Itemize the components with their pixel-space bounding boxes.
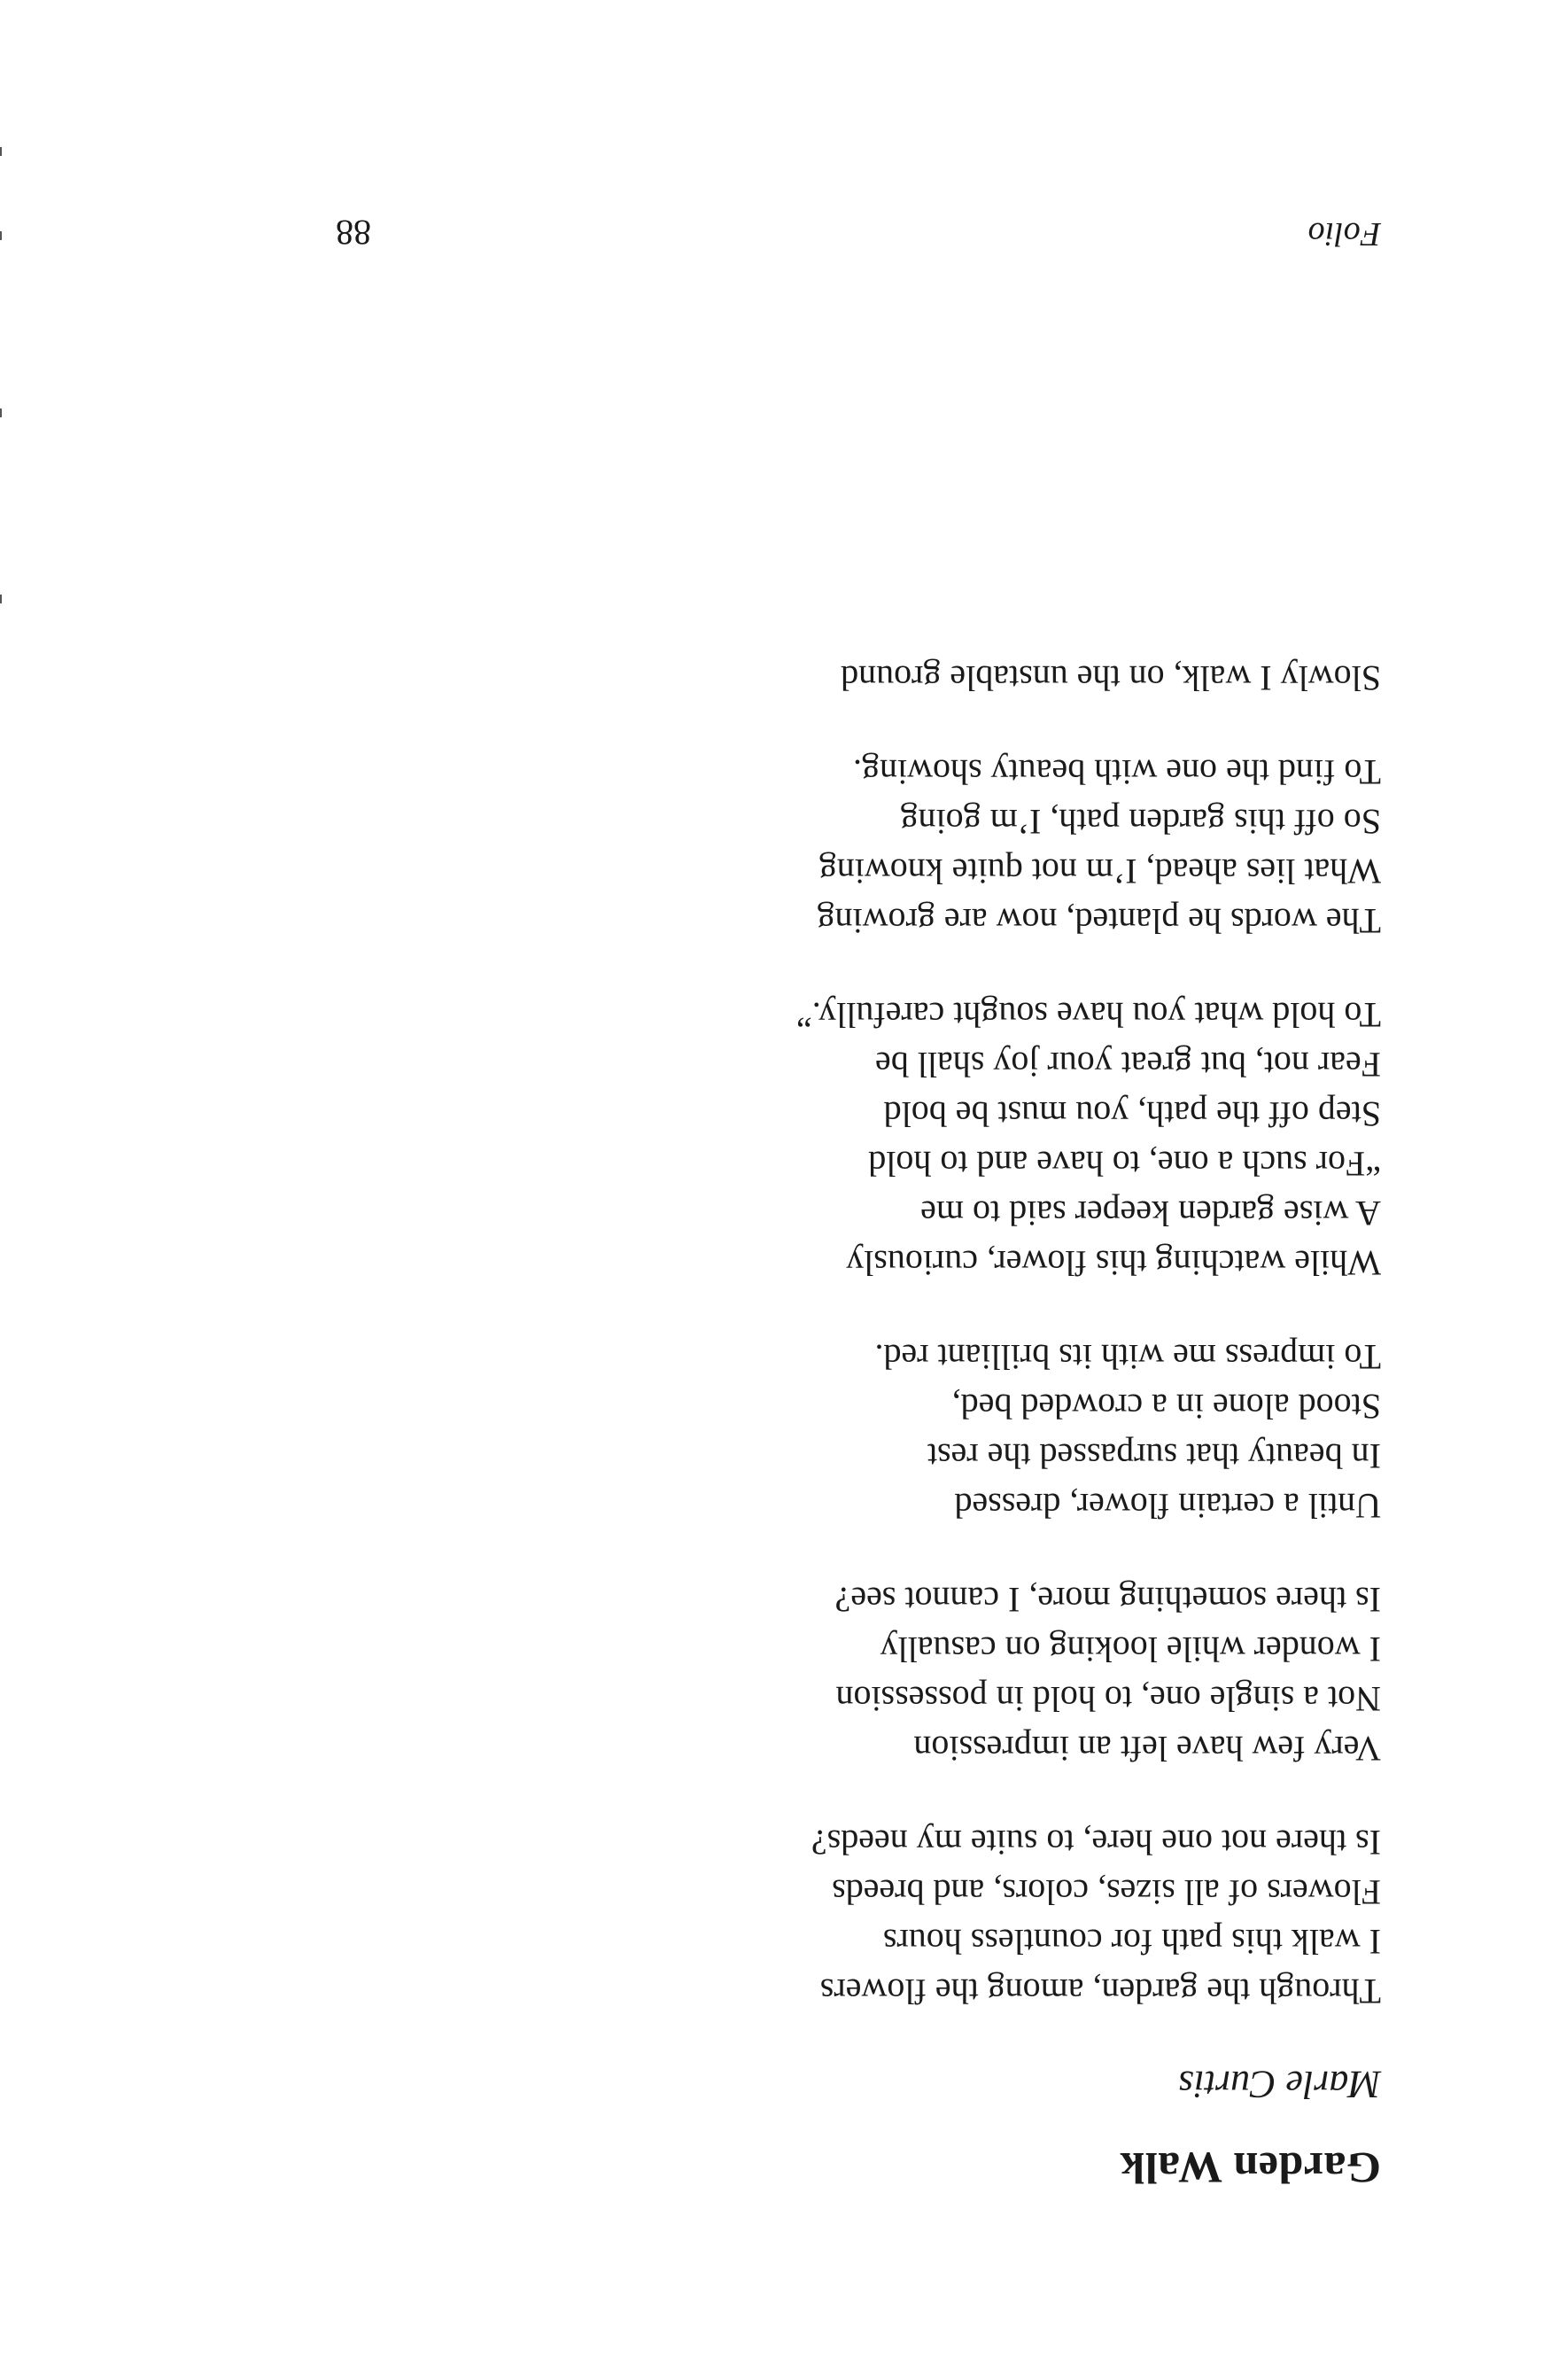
- page-footer: [336, 200, 1381, 253]
- scan-edge-mark: [0, 595, 2, 603]
- poem-line: Through the garden, among the flowers: [819, 1972, 1381, 2011]
- poem-line: Step off the path, you must be bold: [883, 1094, 1381, 1134]
- page-number: 88: [336, 213, 371, 253]
- poem-line: While watching this flower, curiously: [846, 1243, 1381, 1283]
- poem-line: I wonder while looking on casually: [880, 1629, 1381, 1669]
- poem-line: To find the one with beauty showing.: [853, 752, 1381, 792]
- stanza: [318, 747, 1381, 945]
- poem-line: Is there something more, I cannot see?: [834, 1580, 1381, 1620]
- poem-line: Fear not, but great your joy shall be: [875, 1045, 1381, 1085]
- stanza: [318, 1575, 1381, 1773]
- poem-line: What lies ahead, I’m not quite knowing: [818, 852, 1381, 891]
- poem-line: A wise garden keeper said to me: [920, 1194, 1381, 1233]
- scan-edge-mark: [0, 231, 2, 240]
- scan-edge-mark: [0, 147, 2, 156]
- poem-line: Until a certain flower, dressed: [954, 1486, 1381, 1526]
- poem-line: Slowly I walk, on the unstable ground: [841, 658, 1381, 698]
- poem-line: To impress me with its brilliant red.: [874, 1337, 1381, 1377]
- poem-line: I walk this path for countless hours: [882, 1922, 1381, 1962]
- poem-line: Not a single one, to hold in possession: [835, 1679, 1381, 1719]
- poem-title: Garden Walk: [1120, 2143, 1381, 2193]
- stanza: [318, 990, 1381, 1287]
- poem-line: The words he planted, now are growing: [817, 901, 1381, 941]
- poem-line: “For such a one, to have and to hold: [868, 1144, 1381, 1184]
- scan-edge-mark: [0, 408, 2, 417]
- poem-line: Flowers of all sizes, colors, and breeds: [832, 1872, 1381, 1912]
- poem-line: Stood alone in a crowded bed,: [951, 1387, 1381, 1427]
- poem-line: To hold what you have sought carefully.”: [796, 995, 1381, 1035]
- poem-line: So off this garden path, I’m going: [900, 802, 1381, 842]
- poem-line: In beauty that surpassed the rest: [927, 1436, 1381, 1476]
- folio-label: Folio: [1307, 215, 1381, 253]
- poem: [318, 609, 1381, 2194]
- stanza: [318, 653, 1381, 703]
- poem-author: Marle Curtis: [1178, 2063, 1381, 2106]
- stanza: [318, 1332, 1381, 1530]
- poem-line: Is there not one here, to suite my needs?: [811, 1823, 1381, 1863]
- poem-line: Very few have left an impression: [913, 1729, 1381, 1769]
- stanza: [318, 1817, 1381, 2016]
